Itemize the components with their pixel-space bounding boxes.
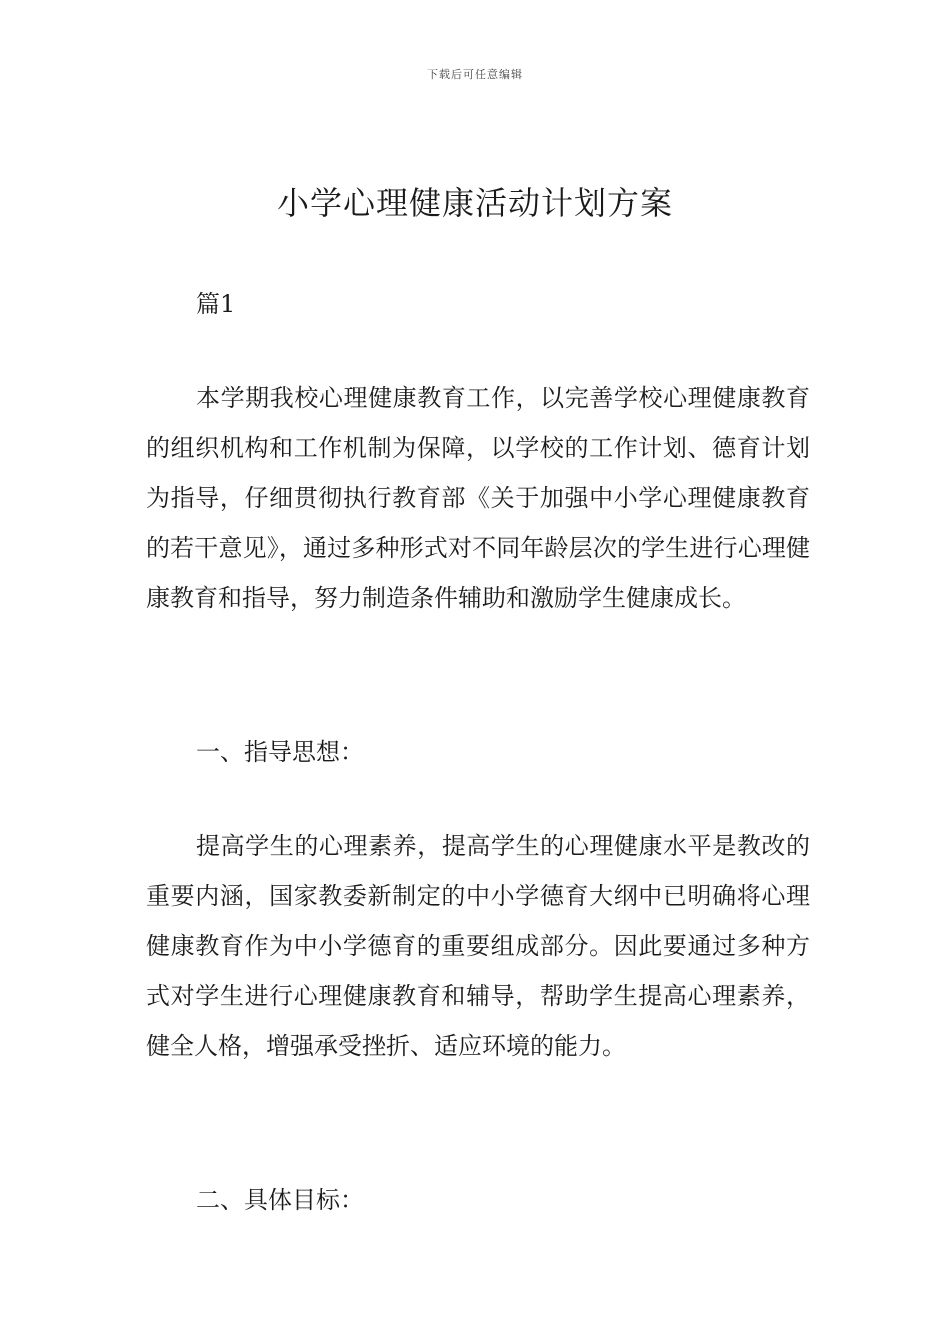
document-title: 小学心理健康活动计划方案 bbox=[276, 184, 673, 222]
header-note: 下载后可任意编辑 bbox=[427, 68, 523, 81]
intro-paragraph: 本学期我校心理健康教育工作，以完善学校心理健康教育的组织机构和工作机制为保障，以学校的工作计划、德育计划为指导，仔细贯彻执行教育部《关于加强中小学心理健康教育的若干意见》，通过多种形式对不同年龄层次的学生进行心理健康教育和指导，努力制造条件辅助和激励学生健康成长。 bbox=[146, 384, 810, 612]
section1-paragraph: 提高学生的心理素养，提高学生的心理健康水平是教改的重要内涵，国家教委新制定的中小学德育大纲中已明确将心理健康教育作为中小学德育的重要组成部分。因此要通过多种方式对学生进行心理健康教育和辅导，帮助学生提高心理素养，健全人格，增强承受挫折、适应环境的能力。 bbox=[146, 832, 810, 1060]
section2-heading: 二、具体目标： bbox=[196, 1186, 364, 1214]
part-label: 篇1 bbox=[196, 290, 236, 318]
section1-heading: 一、指导思想： bbox=[196, 738, 364, 766]
